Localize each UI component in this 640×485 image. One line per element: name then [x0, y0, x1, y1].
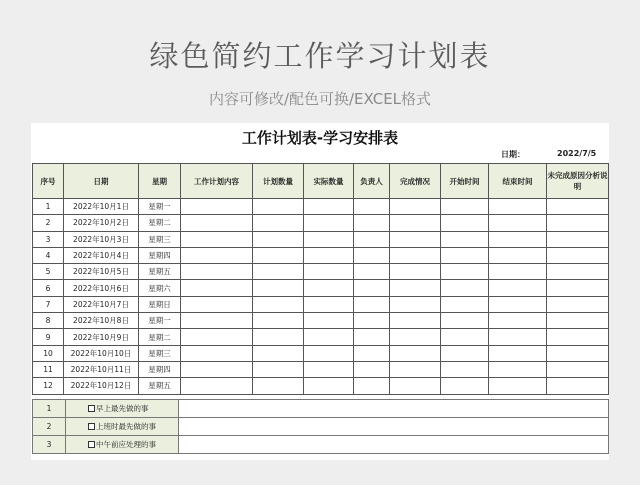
task-label: 上班时最先做的事: [96, 422, 156, 431]
empty-cell[interactable]: [304, 345, 354, 361]
weekday-cell[interactable]: 星期一: [139, 199, 181, 215]
task-label-cell[interactable]: [66, 400, 179, 418]
empty-cell[interactable]: [181, 231, 253, 247]
empty-cell[interactable]: [441, 280, 489, 296]
empty-cell[interactable]: [253, 247, 304, 263]
empty-cell[interactable]: [181, 280, 253, 296]
empty-cell[interactable]: [181, 199, 253, 215]
empty-cell[interactable]: [304, 264, 354, 280]
task-row: [33, 436, 609, 454]
row-number-cell[interactable]: 10: [33, 345, 64, 361]
empty-cell[interactable]: [181, 296, 253, 312]
empty-cell[interactable]: [304, 329, 354, 345]
table-row: [33, 361, 609, 377]
task-label: 中午前应处理的事: [96, 440, 156, 449]
date-cell[interactable]: 2022年10月1日: [64, 199, 139, 215]
date-cell[interactable]: 2022年10月12日: [64, 378, 139, 394]
column-header: 未完成原因分析说明: [547, 164, 609, 199]
column-header: 结束时间: [489, 164, 547, 199]
row-number-cell[interactable]: 8: [33, 313, 64, 329]
empty-cell[interactable]: [547, 280, 609, 296]
empty-cell[interactable]: [489, 313, 547, 329]
date-cell[interactable]: 2022年10月3日: [64, 231, 139, 247]
empty-cell[interactable]: [253, 296, 304, 312]
table-row: [33, 199, 609, 215]
empty-cell[interactable]: [181, 378, 253, 394]
column-header: 工作计划内容: [181, 164, 253, 199]
empty-cell[interactable]: [489, 280, 547, 296]
empty-cell[interactable]: [253, 199, 304, 215]
column-header: 开始时间: [441, 164, 489, 199]
weekday-cell[interactable]: 星期三: [139, 231, 181, 247]
row-number-cell[interactable]: 2: [33, 215, 64, 231]
empty-cell[interactable]: [354, 199, 390, 215]
empty-cell[interactable]: [181, 247, 253, 263]
daily-tasks-table: [32, 399, 609, 454]
empty-cell[interactable]: [390, 231, 441, 247]
checkbox-icon[interactable]: [88, 441, 95, 448]
empty-cell[interactable]: [354, 329, 390, 345]
empty-cell[interactable]: [181, 215, 253, 231]
empty-cell[interactable]: [441, 231, 489, 247]
row-number-cell[interactable]: 1: [33, 199, 64, 215]
table-row: [33, 313, 609, 329]
column-header: 日期: [64, 164, 139, 199]
empty-cell[interactable]: [489, 378, 547, 394]
empty-cell[interactable]: [489, 247, 547, 263]
empty-cell[interactable]: [441, 264, 489, 280]
empty-cell[interactable]: [390, 329, 441, 345]
column-header: 完成情况: [390, 164, 441, 199]
empty-cell[interactable]: [354, 215, 390, 231]
date-cell[interactable]: 2022年10月4日: [64, 247, 139, 263]
task-notes-cell[interactable]: [179, 418, 609, 436]
empty-cell[interactable]: [304, 361, 354, 377]
empty-cell[interactable]: [489, 329, 547, 345]
row-number-cell[interactable]: 5: [33, 264, 64, 280]
empty-cell[interactable]: [547, 231, 609, 247]
empty-cell[interactable]: [390, 280, 441, 296]
column-header: 实际数量: [304, 164, 354, 199]
empty-cell[interactable]: [489, 264, 547, 280]
empty-cell[interactable]: [441, 313, 489, 329]
table-row: [33, 215, 609, 231]
column-header: 计划数量: [253, 164, 304, 199]
empty-cell[interactable]: [390, 247, 441, 263]
weekday-cell[interactable]: 星期三: [139, 345, 181, 361]
row-number-cell[interactable]: 7: [33, 296, 64, 312]
date-cell[interactable]: 2022年10月5日: [64, 264, 139, 280]
checkbox-icon[interactable]: [88, 405, 95, 412]
empty-cell[interactable]: [441, 247, 489, 263]
empty-cell[interactable]: [390, 264, 441, 280]
empty-cell[interactable]: [489, 361, 547, 377]
empty-cell[interactable]: [304, 296, 354, 312]
date-value[interactable]: 2022/7/5: [557, 149, 597, 158]
empty-cell[interactable]: [304, 313, 354, 329]
empty-cell[interactable]: [489, 296, 547, 312]
page-headline: 绿色简约工作学习计划表: [149, 39, 491, 73]
empty-cell[interactable]: [441, 329, 489, 345]
empty-cell[interactable]: [304, 231, 354, 247]
empty-cell[interactable]: [489, 215, 547, 231]
empty-cell[interactable]: [181, 313, 253, 329]
empty-cell[interactable]: [354, 345, 390, 361]
date-cell[interactable]: 2022年10月10日: [64, 345, 139, 361]
table-row: [33, 345, 609, 361]
empty-cell[interactable]: [489, 345, 547, 361]
empty-cell[interactable]: [354, 280, 390, 296]
row-number-cell[interactable]: 12: [33, 378, 64, 394]
empty-cell[interactable]: [547, 264, 609, 280]
empty-cell[interactable]: [547, 378, 609, 394]
empty-cell[interactable]: [441, 296, 489, 312]
empty-cell[interactable]: [354, 231, 390, 247]
empty-cell[interactable]: [489, 231, 547, 247]
task-number-cell: 3: [33, 436, 66, 454]
empty-cell[interactable]: [390, 345, 441, 361]
empty-cell[interactable]: [547, 345, 609, 361]
checkbox-icon[interactable]: [88, 423, 95, 430]
empty-cell[interactable]: [547, 199, 609, 215]
empty-cell[interactable]: [547, 313, 609, 329]
empty-cell[interactable]: [253, 313, 304, 329]
plan-table: [32, 163, 609, 395]
empty-cell[interactable]: [354, 296, 390, 312]
table-row: [33, 378, 609, 394]
weekday-cell[interactable]: 星期五: [139, 378, 181, 394]
weekday-cell[interactable]: 星期四: [139, 361, 181, 377]
row-number-cell[interactable]: 4: [33, 247, 64, 263]
empty-cell[interactable]: [181, 361, 253, 377]
spreadsheet-sheet: [31, 123, 609, 460]
empty-cell[interactable]: [253, 361, 304, 377]
row-number-cell[interactable]: 6: [33, 280, 64, 296]
empty-cell[interactable]: [304, 199, 354, 215]
empty-cell[interactable]: [253, 231, 304, 247]
date-cell[interactable]: 2022年10月6日: [64, 280, 139, 296]
task-number-cell: 1: [33, 400, 66, 418]
task-label: 早上最先做的事: [96, 404, 149, 413]
empty-cell[interactable]: [547, 296, 609, 312]
table-row: [33, 264, 609, 280]
table-row: [33, 280, 609, 296]
empty-cell[interactable]: [390, 361, 441, 377]
empty-cell[interactable]: [253, 378, 304, 394]
column-header: 序号: [33, 164, 64, 199]
empty-cell[interactable]: [253, 280, 304, 296]
row-number-cell[interactable]: 11: [33, 361, 64, 377]
task-notes-cell[interactable]: [179, 436, 609, 454]
empty-cell[interactable]: [304, 378, 354, 394]
table-row: [33, 231, 609, 247]
empty-cell[interactable]: [547, 215, 609, 231]
column-header: 星期: [139, 164, 181, 199]
task-label-cell[interactable]: [66, 418, 179, 436]
row-number-cell[interactable]: 3: [33, 231, 64, 247]
empty-cell[interactable]: [354, 378, 390, 394]
sheet-title: 工作计划表-学习安排表: [241, 129, 399, 147]
table-row: [33, 247, 609, 263]
weekday-cell[interactable]: 星期日: [139, 296, 181, 312]
empty-cell[interactable]: [304, 247, 354, 263]
empty-cell[interactable]: [390, 378, 441, 394]
date-cell[interactable]: 2022年10月7日: [64, 296, 139, 312]
date-label: 日期：: [501, 150, 525, 159]
empty-cell[interactable]: [253, 329, 304, 345]
table-row: [33, 329, 609, 345]
empty-cell[interactable]: [253, 215, 304, 231]
empty-cell[interactable]: [489, 199, 547, 215]
task-number-cell: 2: [33, 418, 66, 436]
empty-cell[interactable]: [181, 345, 253, 361]
task-notes-cell[interactable]: [179, 400, 609, 418]
weekday-cell[interactable]: 星期二: [139, 215, 181, 231]
empty-cell[interactable]: [441, 378, 489, 394]
date-cell[interactable]: 2022年10月2日: [64, 215, 139, 231]
empty-cell[interactable]: [354, 247, 390, 263]
empty-cell[interactable]: [304, 280, 354, 296]
task-label-cell[interactable]: [66, 436, 179, 454]
empty-cell[interactable]: [441, 345, 489, 361]
weekday-cell[interactable]: 星期六: [139, 280, 181, 296]
empty-cell[interactable]: [547, 361, 609, 377]
empty-cell[interactable]: [354, 313, 390, 329]
empty-cell[interactable]: [181, 264, 253, 280]
empty-cell[interactable]: [390, 199, 441, 215]
empty-cell[interactable]: [253, 264, 304, 280]
empty-cell[interactable]: [354, 264, 390, 280]
empty-cell[interactable]: [390, 215, 441, 231]
table-row: [33, 296, 609, 312]
weekday-cell[interactable]: 星期五: [139, 264, 181, 280]
page-subheadline: 内容可修改/配色可换/EXCEL格式: [208, 90, 432, 108]
weekday-cell[interactable]: 星期一: [139, 313, 181, 329]
column-header: 负责人: [354, 164, 390, 199]
empty-cell[interactable]: [441, 361, 489, 377]
empty-cell[interactable]: [253, 345, 304, 361]
weekday-cell[interactable]: 星期四: [139, 247, 181, 263]
table-header-row: [33, 164, 609, 199]
row-number-cell[interactable]: 9: [33, 329, 64, 345]
task-row: [33, 400, 609, 418]
empty-cell[interactable]: [304, 215, 354, 231]
empty-cell[interactable]: [354, 361, 390, 377]
date-cell[interactable]: 2022年10月9日: [64, 329, 139, 345]
empty-cell[interactable]: [390, 296, 441, 312]
empty-cell[interactable]: [547, 247, 609, 263]
empty-cell[interactable]: [181, 329, 253, 345]
date-cell[interactable]: 2022年10月11日: [64, 361, 139, 377]
empty-cell[interactable]: [441, 199, 489, 215]
weekday-cell[interactable]: 星期二: [139, 329, 181, 345]
empty-cell[interactable]: [441, 215, 489, 231]
task-row: [33, 418, 609, 436]
empty-cell[interactable]: [547, 329, 609, 345]
date-cell[interactable]: 2022年10月8日: [64, 313, 139, 329]
empty-cell[interactable]: [390, 313, 441, 329]
